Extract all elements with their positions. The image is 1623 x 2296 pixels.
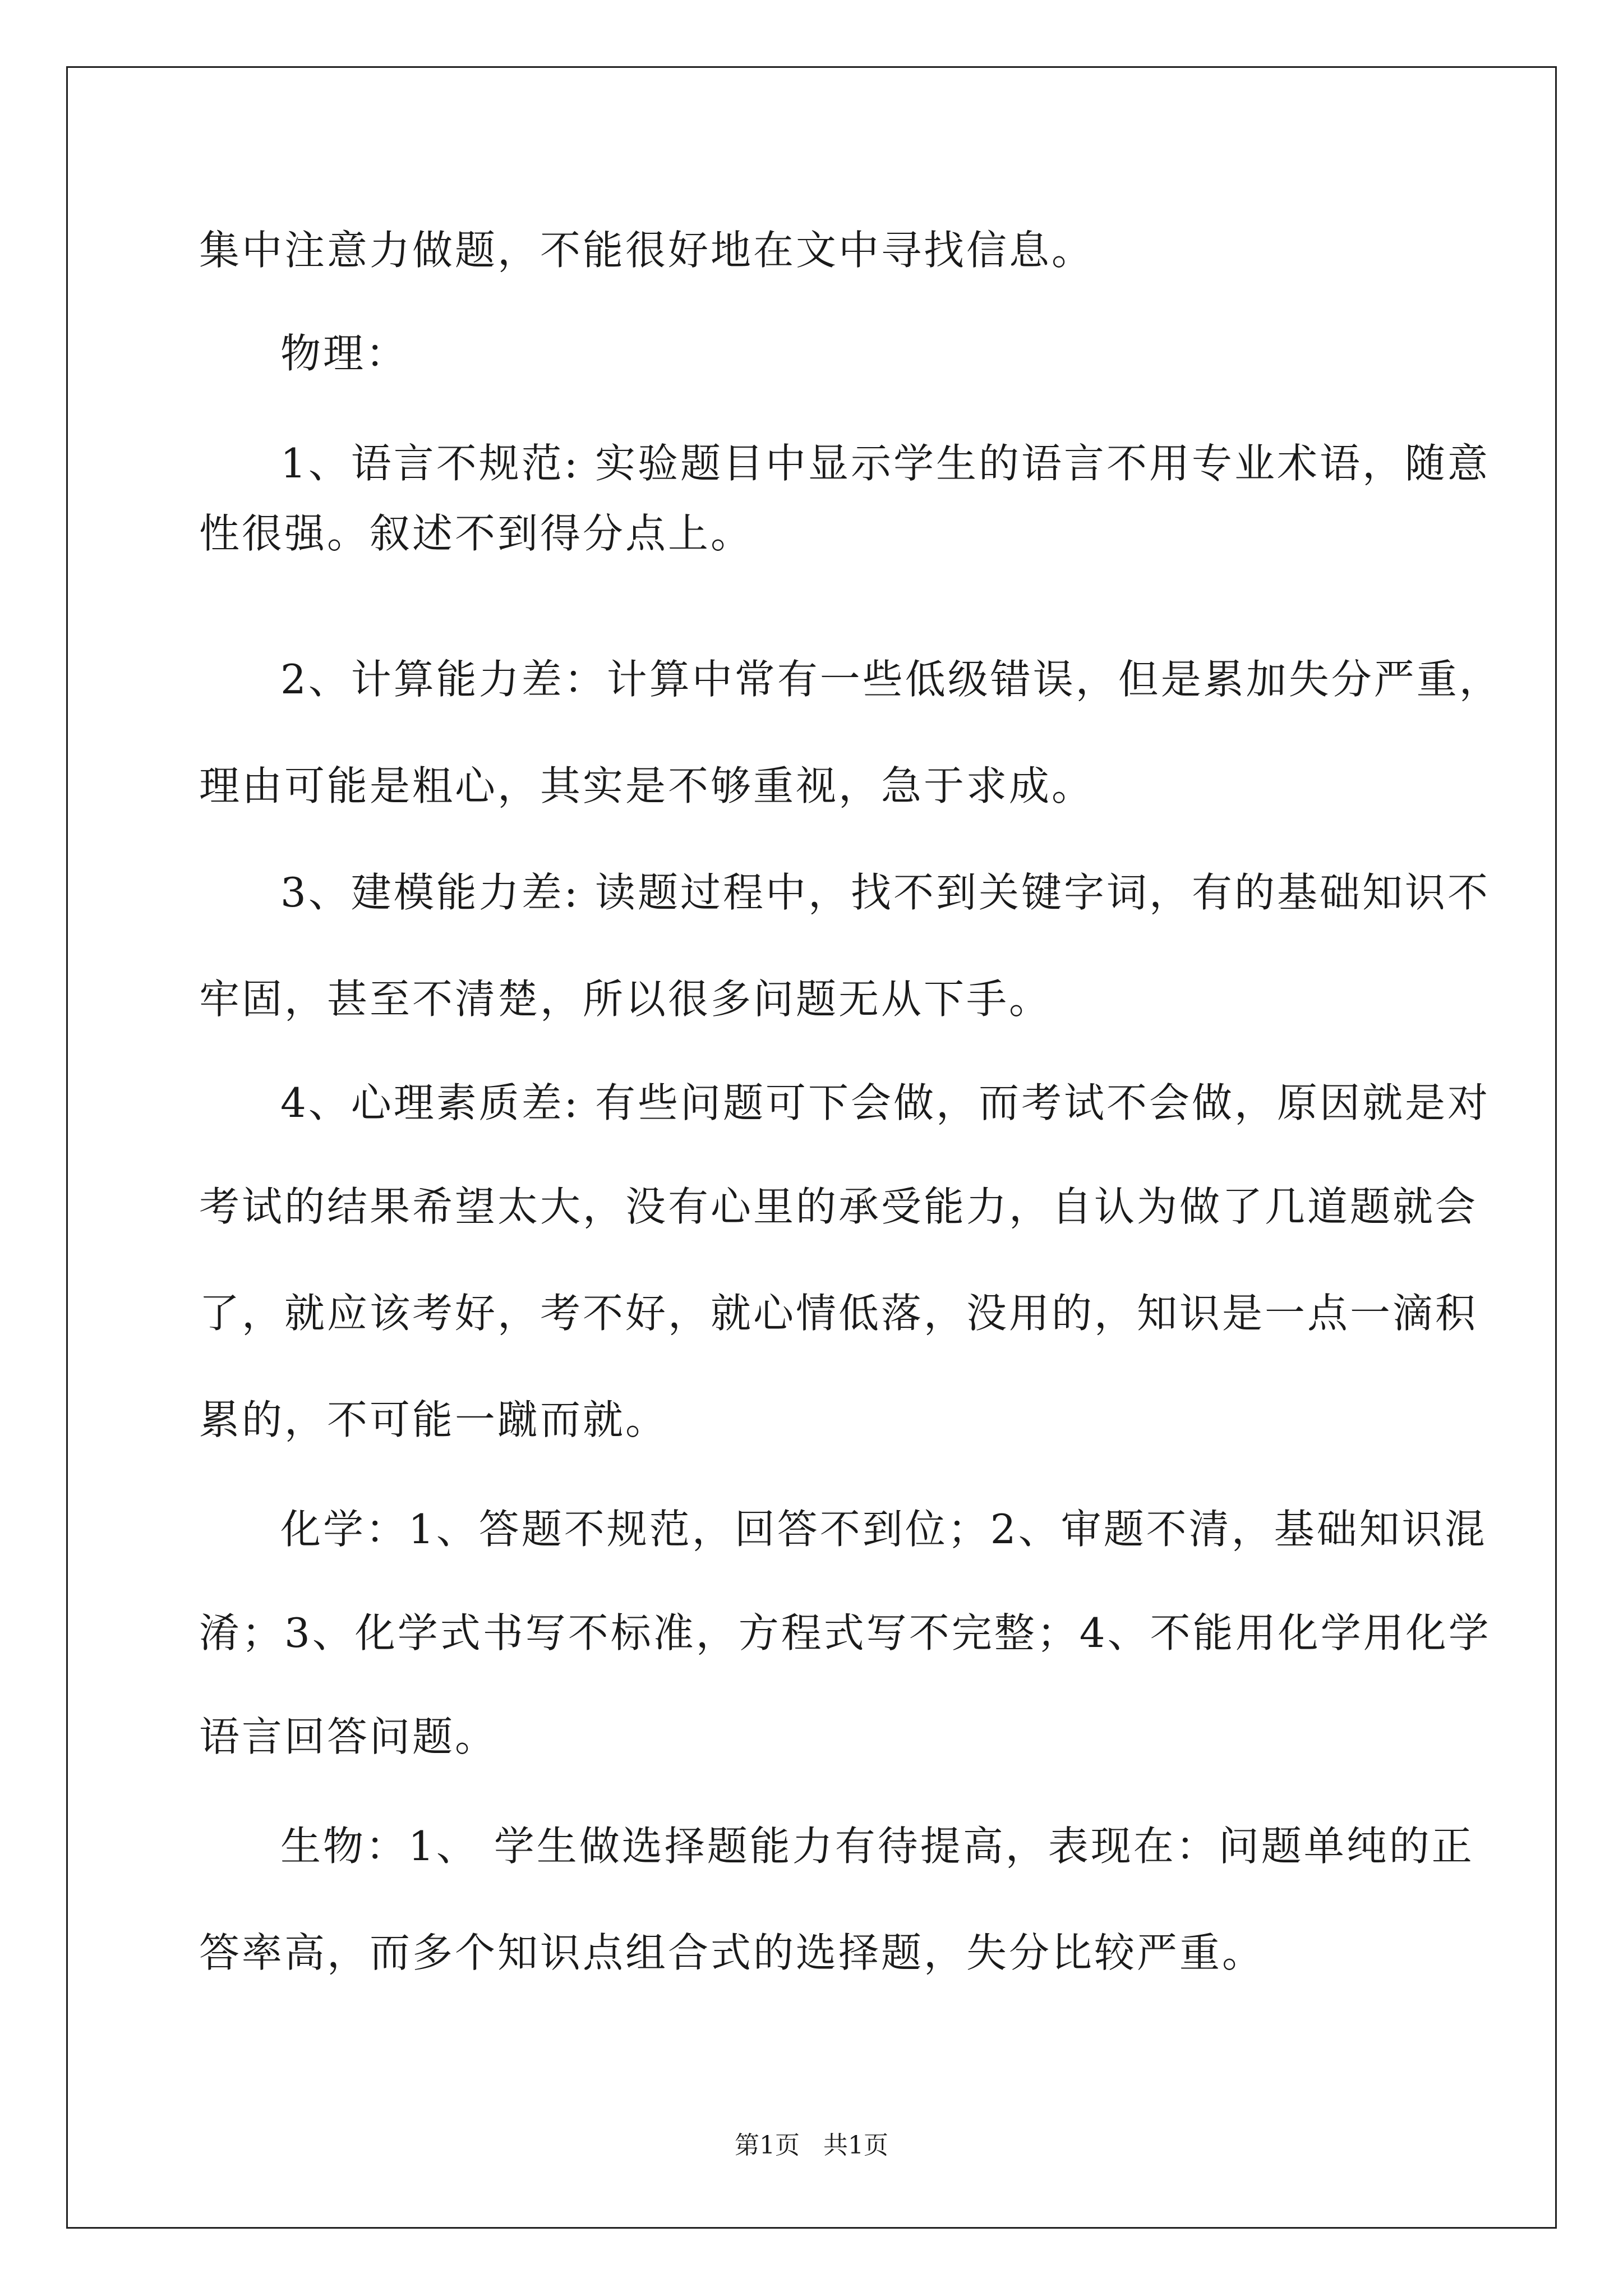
paragraph-line: 考试的结果希望太大，没有心里的承受能力，自认为做了几道题就会: [199, 1183, 1478, 1230]
paragraph-line: 集中注意力做题，不能很好地在文中寻找信息。: [199, 227, 1095, 274]
paragraph-line-chemistry: 化学：1、答题不规范，回答不到位；2、审题不清，基础知识混: [280, 1506, 1487, 1553]
paragraph-line: 理由可能是粗心，其实是不够重视，急于求成。: [199, 762, 1095, 809]
paragraph-line: 2、计算能力差：计算中常有一些低级错误，但是累加失分严重，: [280, 656, 1502, 703]
paragraph-line: 性很强。叙述不到得分点上。: [199, 510, 754, 557]
paragraph-line-biology: 生物：1、 学生做选择题能力有待提高，表现在：问题单纯的正: [280, 1823, 1474, 1870]
page-border: [66, 66, 1557, 2229]
paragraph-line: 答率高，而多个知识点组合式的选择题，失分比较严重。: [199, 1929, 1265, 1976]
paragraph-line: 3、建模能力差: 读题过程中，找不到关键字词，有的基础知识不: [280, 869, 1490, 916]
paragraph-line: 1、语言不规范: 实验题目中显示学生的语言不用专业术语，随意: [280, 440, 1490, 487]
paragraph-line: 4、心理素质差: 有些问题可下会做，而考试不会做，原因就是对: [280, 1079, 1490, 1126]
page-footer: 第1页 共1页: [735, 2131, 888, 2160]
paragraph-line: 语言回答问题。: [199, 1713, 498, 1760]
paragraph-line: 了，就应该考好，考不好，就心情低落，没用的，知识是一点一滴积: [199, 1290, 1478, 1337]
section-heading-physics: 物理：: [280, 330, 409, 377]
paragraph-line: 累的，不可能一蹴而就。: [199, 1396, 668, 1443]
paragraph-line: 淆；3、化学式书写不标准，方程式写不完整；4、不能用化学用化学: [199, 1609, 1491, 1657]
paragraph-line: 牢固，甚至不清楚，所以很多问题无从下手。: [199, 976, 1052, 1023]
